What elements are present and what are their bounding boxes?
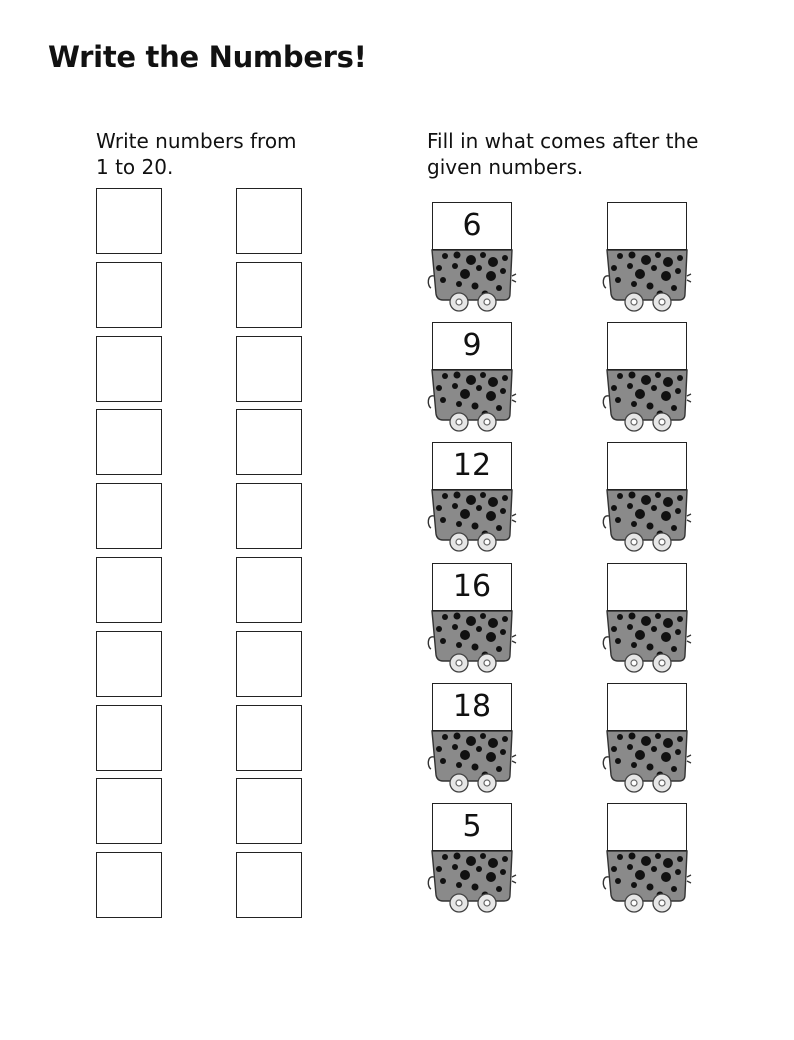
page-title: Write the Numbers! bbox=[48, 40, 367, 74]
write-box[interactable] bbox=[96, 336, 162, 402]
given-number-cart bbox=[419, 442, 519, 554]
write-box[interactable] bbox=[96, 705, 162, 771]
given-number-label: 6 bbox=[432, 202, 512, 250]
write-box[interactable] bbox=[236, 188, 302, 254]
answer-cart bbox=[594, 442, 694, 554]
answer-box[interactable] bbox=[607, 563, 687, 611]
right-instruction bbox=[427, 128, 698, 180]
answer-cart bbox=[594, 322, 694, 434]
given-number-label: 16 bbox=[432, 563, 512, 611]
answer-box[interactable] bbox=[607, 202, 687, 250]
write-box[interactable] bbox=[236, 852, 302, 918]
answer-box[interactable] bbox=[607, 442, 687, 490]
right-instruction-line-1: Fill in what comes after the bbox=[427, 129, 699, 153]
write-box[interactable] bbox=[96, 631, 162, 697]
left-instruction-line-2: 1 to 20. bbox=[96, 155, 174, 179]
write-box[interactable] bbox=[96, 483, 162, 549]
write-box[interactable] bbox=[236, 557, 302, 623]
write-box[interactable] bbox=[96, 557, 162, 623]
given-number-cart bbox=[419, 803, 519, 915]
write-box[interactable] bbox=[236, 409, 302, 475]
write-box[interactable] bbox=[236, 262, 302, 328]
left-instruction bbox=[96, 128, 297, 180]
answer-cart bbox=[594, 683, 694, 795]
given-number-label: 18 bbox=[432, 683, 512, 731]
write-box[interactable] bbox=[236, 705, 302, 771]
left-instruction-line-1: Write numbers from bbox=[96, 129, 297, 153]
given-number-label: 9 bbox=[432, 322, 512, 370]
answer-cart bbox=[594, 202, 694, 314]
answer-box[interactable] bbox=[607, 803, 687, 851]
given-number-cart bbox=[419, 322, 519, 434]
write-box[interactable] bbox=[96, 852, 162, 918]
given-number-label: 5 bbox=[432, 803, 512, 851]
given-number-cart bbox=[419, 563, 519, 675]
given-number-cart bbox=[419, 683, 519, 795]
write-box[interactable] bbox=[96, 778, 162, 844]
write-box[interactable] bbox=[96, 409, 162, 475]
write-box[interactable] bbox=[236, 336, 302, 402]
write-box[interactable] bbox=[96, 262, 162, 328]
write-box[interactable] bbox=[236, 483, 302, 549]
given-number-label: 12 bbox=[432, 442, 512, 490]
write-box[interactable] bbox=[236, 631, 302, 697]
write-box[interactable] bbox=[96, 188, 162, 254]
answer-box[interactable] bbox=[607, 683, 687, 731]
answer-cart bbox=[594, 803, 694, 915]
write-box[interactable] bbox=[236, 778, 302, 844]
right-instruction-line-2: given numbers. bbox=[427, 155, 584, 179]
answer-cart bbox=[594, 563, 694, 675]
answer-box[interactable] bbox=[607, 322, 687, 370]
given-number-cart bbox=[419, 202, 519, 314]
